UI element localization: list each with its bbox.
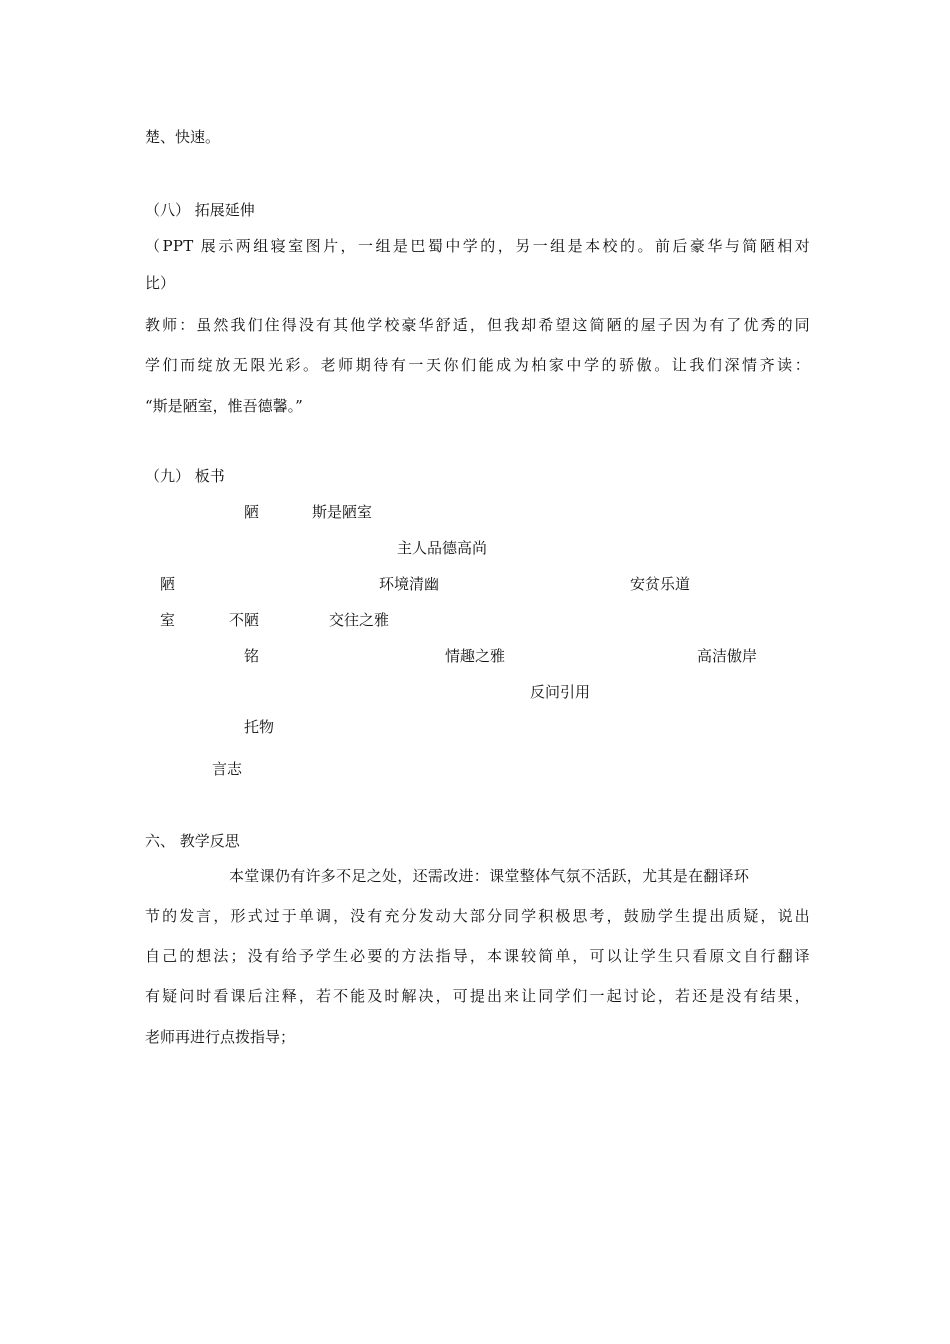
board-sishi-loushi: 斯是陋室 bbox=[312, 503, 373, 521]
board-jiaowang: 交往之雅 bbox=[329, 611, 390, 629]
board-huanjing: 环境清幽 bbox=[379, 575, 440, 593]
board-lou: 陋 bbox=[244, 503, 260, 521]
board-shi: 室 bbox=[160, 611, 176, 629]
section-8-note-line-1: （PPT 展示两组寝室图片，一组是巴蜀中学的，另一组是本校的。前后豪华与简陋相对 bbox=[145, 237, 810, 255]
section-8-note-line-2: 比） bbox=[145, 274, 176, 292]
section-9-heading: （九） 板书 bbox=[145, 467, 225, 485]
section-8-teacher-line-1: 教师：虽然我们住得没有其他学校豪华舒适，但我却希望这简陋的屋子因为有了优秀的同 bbox=[145, 316, 810, 334]
reflection-line-4: 有疑问时看课后注释，若不能及时解决，可提出来让同学们一起讨论，若还是没有结果， bbox=[145, 987, 810, 1005]
reflection-line-3: 自己的想法；没有给予学生必要的方法指导，本课较简单，可以让学生只看原文自行翻译 bbox=[145, 947, 810, 965]
section-8-heading: （八） 拓展延伸 bbox=[145, 201, 255, 219]
board-lou-left: 陋 bbox=[160, 575, 176, 593]
reflection-line-5: 老师再进行点拨指导； bbox=[145, 1028, 296, 1046]
board-fanwen: 反问引用 bbox=[530, 683, 591, 701]
board-tuowu: 托物 bbox=[244, 718, 275, 736]
board-gaojie: 高洁傲岸 bbox=[697, 647, 758, 665]
section-6-heading: 六、 教学反思 bbox=[145, 832, 240, 850]
section-8-quote: “斯是陋室，惟吾德馨。” bbox=[145, 397, 303, 415]
board-anpin-ledao: 安贫乐道 bbox=[630, 575, 691, 593]
reflection-line-2: 节的发言，形式过于单调，没有充分发动大部分同学积极思考，鼓励学生提出质疑，说出 bbox=[145, 907, 810, 925]
reflection-line-1: 本堂课仍有许多不足之处，还需改进：课堂整体气氛不活跃，尤其是在翻译环 bbox=[229, 867, 750, 885]
board-yanzhi: 言志 bbox=[212, 760, 243, 778]
intro-tail-text: 楚、快速。 bbox=[145, 128, 221, 146]
board-zhuren-pinde: 主人品德高尚 bbox=[397, 539, 488, 557]
board-ming: 铭 bbox=[244, 647, 260, 665]
board-bulou: 不陋 bbox=[229, 611, 260, 629]
board-qingqu: 情趣之雅 bbox=[445, 647, 506, 665]
section-8-teacher-line-2: 学们而绽放无限光彩。老师期待有一天你们能成为柏家中学的骄傲。让我们深情齐读： bbox=[145, 356, 810, 374]
